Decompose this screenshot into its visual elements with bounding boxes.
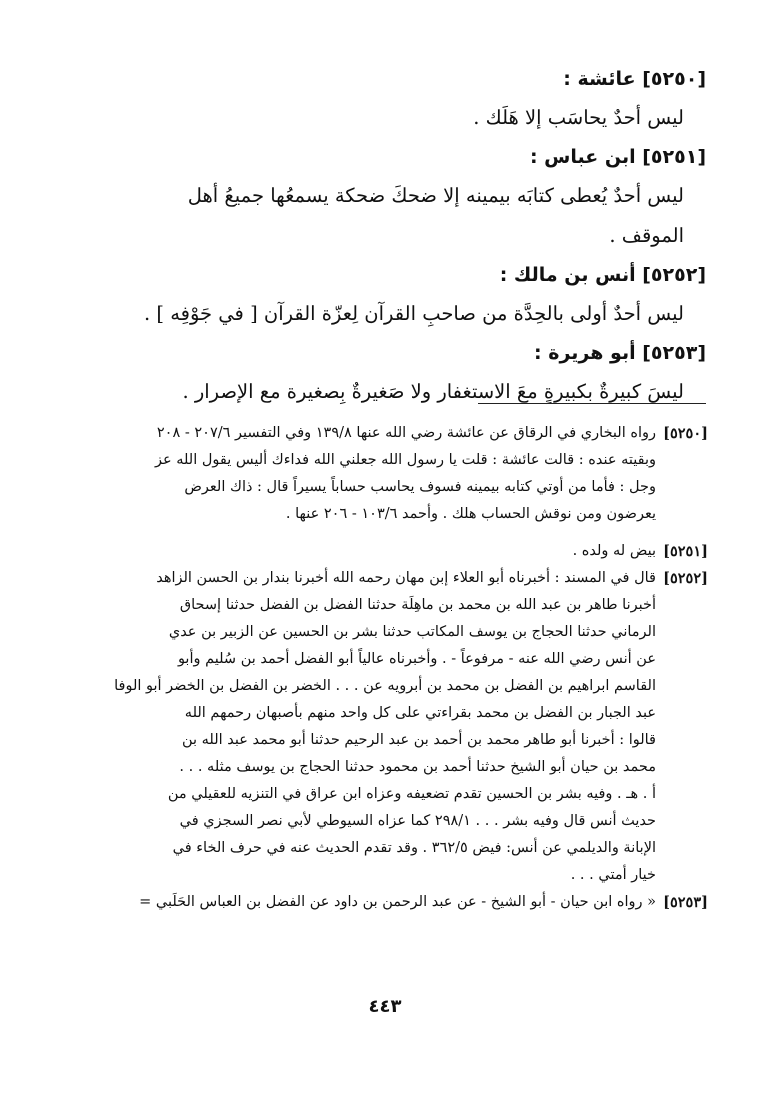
entry-number: [٥٢٥١] (642, 146, 706, 168)
text-line: ليس أحدٌ يُعطى كتابَه بيمينه إلا ضحكَ ضحكة يسمعُها جميعُ أهل (187, 184, 684, 207)
note-line: بيض له ولده . (572, 543, 656, 559)
entry-heading (60, 138, 706, 176)
footnote-number: [٥٢٥١] (663, 543, 708, 560)
text-line: ليس أحدٌ يحاسَب إلا هَلَك . (473, 106, 684, 129)
note-line: يعرضون ومن نوقش الحساب هلك . وأحمد ١٠٣/٦ - ٢٠٦ عنها . (285, 506, 656, 522)
footnotes (60, 420, 708, 916)
note-line: وجل : فأما من أوتي كتابه بيمينه فسوف يحاسب حساباً يسيراً قال : ذاك العرض (184, 479, 656, 495)
note-line: قالوا : أخبرنا أبو طاهر محمد بن أحمد بن عبد الرحيم حدثنا أبو محمد عبد الله بن (181, 732, 656, 748)
hadith-entry (60, 256, 706, 334)
note-line: محمد بن حيان أبو الشيخ حدثنا أحمد بن محمود حدثنا الحجاج بن يوسف مثله . . . (179, 759, 656, 775)
note-line: عن أنس رضي الله عنه - مرفوعاً - . وأخبرناه عالياً أبو الفضل أحمد بن سُليم وأبو (177, 651, 656, 667)
note-line: الإبانة والديلمي عن أنس: فيض ٣٦٢/٥ . وقد تقدم الحديث عنه في حرف الخاء في (172, 840, 656, 856)
note-line: رواه البخاري في الرقاق عن عائشة رضي الله عنها ١٣٩/٨ وفي التفسير ٢٠٧/٦ - ٢٠٨ (156, 425, 656, 441)
entry-text (60, 294, 706, 334)
note-line: أخبرنا طاهر بن عبد الله بن محمد بن ماهِلَة حدثنا الفضل بن الفضل حدثنا إسحاق (179, 597, 656, 613)
entry-narrator: أنس بن مالك : (499, 264, 636, 286)
footnote (60, 420, 708, 528)
note-line: خيار أمتي . . . (570, 867, 656, 883)
note-line: قال في المسند : أخبرناه أبو العلاء إبن مهان رحمه الله أخبرنا بندار بن الحسن الزاهد (156, 570, 656, 586)
footnote (60, 538, 708, 565)
entry-text (60, 176, 706, 256)
note-line: عبد الجبار بن الفضل بن محمد بقراءتي على كل واحد منهم بأصبهان رحمهم الله (184, 705, 656, 721)
entry-heading (60, 256, 706, 294)
footnote-number: [٥٢٥٣] (663, 894, 708, 911)
hadith-entry (60, 334, 706, 412)
footnote-number: [٥٢٥٢] (663, 570, 708, 587)
hadith-entry (60, 138, 706, 256)
note-line: « رواه ابن حيان - أبو الشيخ - عن عبد الرحمن بن داود عن الفضل بن العباس الحَلَبي = (139, 894, 656, 910)
entry-narrator: ابن عباس : (529, 146, 636, 168)
footnote-number: [٥٢٥٠] (663, 425, 708, 442)
entry-number: [٥٢٥٠] (642, 68, 706, 90)
entry-heading (60, 60, 706, 98)
footnote-text (60, 565, 656, 889)
entry-text (60, 372, 706, 412)
footnote-text (60, 420, 656, 528)
note-line: القاسم ابراهيم بن الفضل بن محمد بن أبرويه عن . . . الخضر بن الفضل بن الخضر أبو الوفا (114, 678, 656, 694)
footnote (60, 565, 708, 889)
note-line: حديث أنس قال وفيه بشر . . . ٢٩٨/١ كما عزاه السيوطي لأبي نصر السجزي في (179, 813, 656, 829)
text-line: الموقف . (609, 224, 684, 247)
footnote-separator (478, 403, 706, 404)
entry-heading (60, 334, 706, 372)
entry-number: [٥٢٥٣] (642, 342, 706, 364)
entry-text (60, 98, 706, 138)
note-line: الرماني حدثنا الحجاج بن يوسف المكاتب حدثنا بشر بن الحسين عن الزبير بن عدي (168, 624, 656, 640)
hadith-entry (60, 60, 706, 138)
spacer (60, 528, 708, 538)
entry-number: [٥٢٥٢] (642, 264, 706, 286)
hadith-list (60, 60, 706, 412)
text-line: ليسَ كبيرةٌ بكبيرةٍ معَ الاستغفار ولا صَغيرةٌ بِصغيرة مع الإصرار . (182, 380, 684, 403)
page-number: ٤٤٣ (368, 996, 402, 1017)
entry-narrator: عائشة : (563, 68, 636, 90)
footnote-text (60, 889, 656, 916)
note-line: وبقيته عنده : قالت عائشة : قلت يا رسول الله جعلني الله فداءك أليس يقول الله عز (154, 452, 656, 468)
text-line: ليس أحدٌ أولى بالحِدَّة من صاحبِ القرآن لِعزّة القرآن [ في جَوْفِه ] . (143, 302, 684, 325)
footnote-text (60, 538, 656, 565)
footnote (60, 889, 708, 916)
note-line: أ . هـ . وفيه بشر بن الحسين تقدم تضعيفه وعزاه ابن عراق في التنزيه للعقيلي من (167, 786, 656, 802)
entry-narrator: أبو هريرة : (534, 342, 636, 364)
